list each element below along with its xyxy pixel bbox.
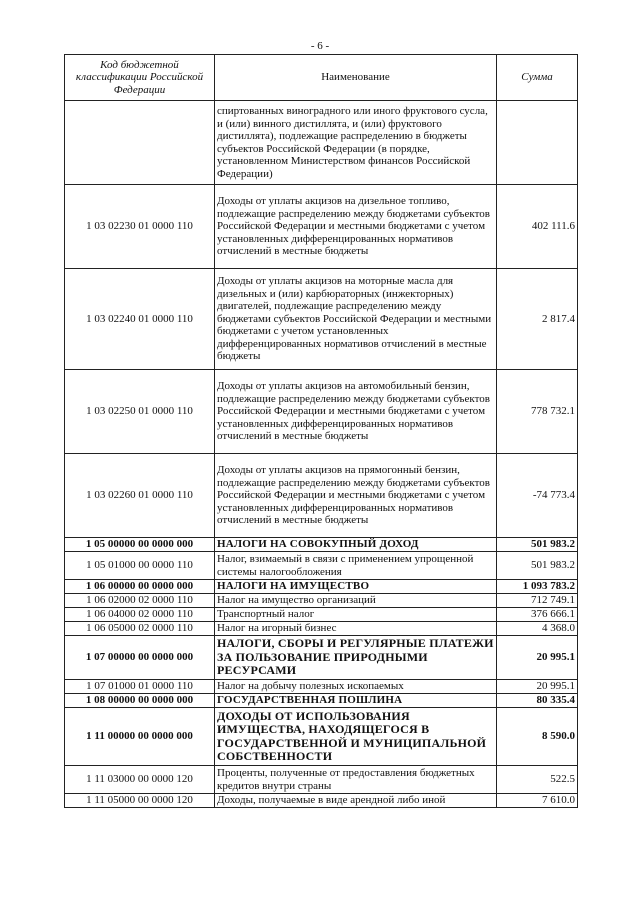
table-row (65, 680, 578, 694)
row-sum: 1 093 783.2 (497, 580, 578, 594)
row-code: 1 11 03000 00 0000 120 (65, 766, 215, 794)
row-sum: 8 590.0 (497, 708, 578, 766)
row-code: 1 03 02260 01 0000 110 (65, 454, 215, 538)
row-name: Налог на добычу полезных ископаемых (215, 680, 497, 694)
row-sum: 501 983.2 (497, 552, 578, 580)
table-row (65, 608, 578, 622)
table-row (65, 766, 578, 794)
table-header-row (65, 55, 578, 101)
row-name: Налог на игорный бизнес (215, 622, 497, 636)
row-code: 1 08 00000 00 0000 000 (65, 694, 215, 708)
row-sum: 712 749.1 (497, 594, 578, 608)
table-row (65, 454, 578, 538)
row-name: Проценты, полученные от предоставления бюджетных кредитов внутри страны (215, 766, 497, 794)
row-code: 1 06 04000 02 0000 110 (65, 608, 215, 622)
header-name: Наименование (215, 55, 497, 101)
row-sum: 7 610.0 (497, 794, 578, 808)
row-code: 1 06 02000 02 0000 110 (65, 594, 215, 608)
row-sum: 522.5 (497, 766, 578, 794)
row-code: 1 03 02230 01 0000 110 (65, 185, 215, 269)
row-sum: 376 666.1 (497, 608, 578, 622)
row-name: НАЛОГИ НА ИМУЩЕСТВО (215, 580, 497, 594)
row-sum: 4 368.0 (497, 622, 578, 636)
row-name: Доходы от уплаты акцизов на моторные масла для дизельных и (или) карбюраторных (инжекторных) двигателей, подлежащие распределению между бюджетами субъектов Российской Федерации и местными бюджетами с учетом установленных дифференцированных нормативов отчислений в местные бюджеты (215, 269, 497, 370)
table-row (65, 552, 578, 580)
row-sum: -74 773.4 (497, 454, 578, 538)
table-row (65, 636, 578, 680)
table-row (65, 794, 578, 808)
row-code: 1 03 02250 01 0000 110 (65, 370, 215, 454)
table-row (65, 538, 578, 552)
row-sum: 778 732.1 (497, 370, 578, 454)
row-name: Налог, взимаемый в связи с применением упрощенной системы налогообложения (215, 552, 497, 580)
row-name: Налог на имущество организаций (215, 594, 497, 608)
row-name: Доходы от уплаты акцизов на автомобильный бензин, подлежащие распределению между бюджетами субъектов Российской Федерации и местными бюджетами с учетом установленных дифференцированных нормативов отчислений в местные бюджеты (215, 370, 497, 454)
table-row (65, 694, 578, 708)
row-code: 1 05 00000 00 0000 000 (65, 538, 215, 552)
row-code: 1 05 01000 00 0000 110 (65, 552, 215, 580)
table-row (65, 101, 578, 185)
header-code: Код бюджетной классификации Российской Федерации (65, 55, 215, 101)
row-code: 1 06 05000 02 0000 110 (65, 622, 215, 636)
row-name: ГОСУДАРСТВЕННАЯ ПОШЛИНА (215, 694, 497, 708)
page-number: - 6 - (310, 40, 330, 52)
row-sum: 2 817.4 (497, 269, 578, 370)
row-code: 1 03 02240 01 0000 110 (65, 269, 215, 370)
row-code: 1 11 00000 00 0000 000 (65, 708, 215, 766)
row-sum (497, 101, 578, 185)
row-sum: 402 111.6 (497, 185, 578, 269)
table-row (65, 580, 578, 594)
table-row (65, 622, 578, 636)
row-code: 1 06 00000 00 0000 000 (65, 580, 215, 594)
row-name: Транспортный налог (215, 608, 497, 622)
row-name: НАЛОГИ НА СОВОКУПНЫЙ ДОХОД (215, 538, 497, 552)
header-sum: Сумма (497, 55, 578, 101)
table-row (65, 708, 578, 766)
table-row (65, 269, 578, 370)
row-name: Доходы, получаемые в виде арендной либо иной (215, 794, 497, 808)
budget-table (64, 54, 578, 808)
row-name: ДОХОДЫ ОТ ИСПОЛЬЗОВАНИЯ ИМУЩЕСТВА, НАХОДЯЩЕГОСЯ В ГОСУДАРСТВЕННОЙ И МУНИЦИПАЛЬНОЙ СОБСТВЕННОСТИ (215, 708, 497, 766)
table-row (65, 370, 578, 454)
row-code: 1 11 05000 00 0000 120 (65, 794, 215, 808)
row-name: Доходы от уплаты акцизов на дизельное топливо, подлежащие распределению между бюджетами субъектов Российской Федерации и местными бюджетами с учетом установленных дифференцированных нормативов отчислений в местные бюджеты (215, 185, 497, 269)
row-name: спиртованных виноградного или иного фруктового сусла, и (или) винного дистиллята, и (или) фруктового дистиллята), подлежащие распределению в бюджеты субъектов Российской Федерации (в порядке, установленном Министерством финансов Российской Федерации) (215, 101, 497, 185)
row-sum: 80 335.4 (497, 694, 578, 708)
row-sum: 20 995.1 (497, 636, 578, 680)
row-name: НАЛОГИ, СБОРЫ И РЕГУЛЯРНЫЕ ПЛАТЕЖИ ЗА ПОЛЬЗОВАНИЕ ПРИРОДНЫМИ РЕСУРСАМИ (215, 636, 497, 680)
table-row (65, 185, 578, 269)
table-row (65, 594, 578, 608)
row-name: Доходы от уплаты акцизов на прямогонный бензин, подлежащие распределению между бюджетами субъектов Российской Федерации и местными бюджетами с учетом установленных дифференцированных нормативов отчислений в местные бюджеты (215, 454, 497, 538)
row-code: 1 07 01000 01 0000 110 (65, 680, 215, 694)
row-sum: 501 983.2 (497, 538, 578, 552)
row-sum: 20 995.1 (497, 680, 578, 694)
row-code (65, 101, 215, 185)
row-code: 1 07 00000 00 0000 000 (65, 636, 215, 680)
